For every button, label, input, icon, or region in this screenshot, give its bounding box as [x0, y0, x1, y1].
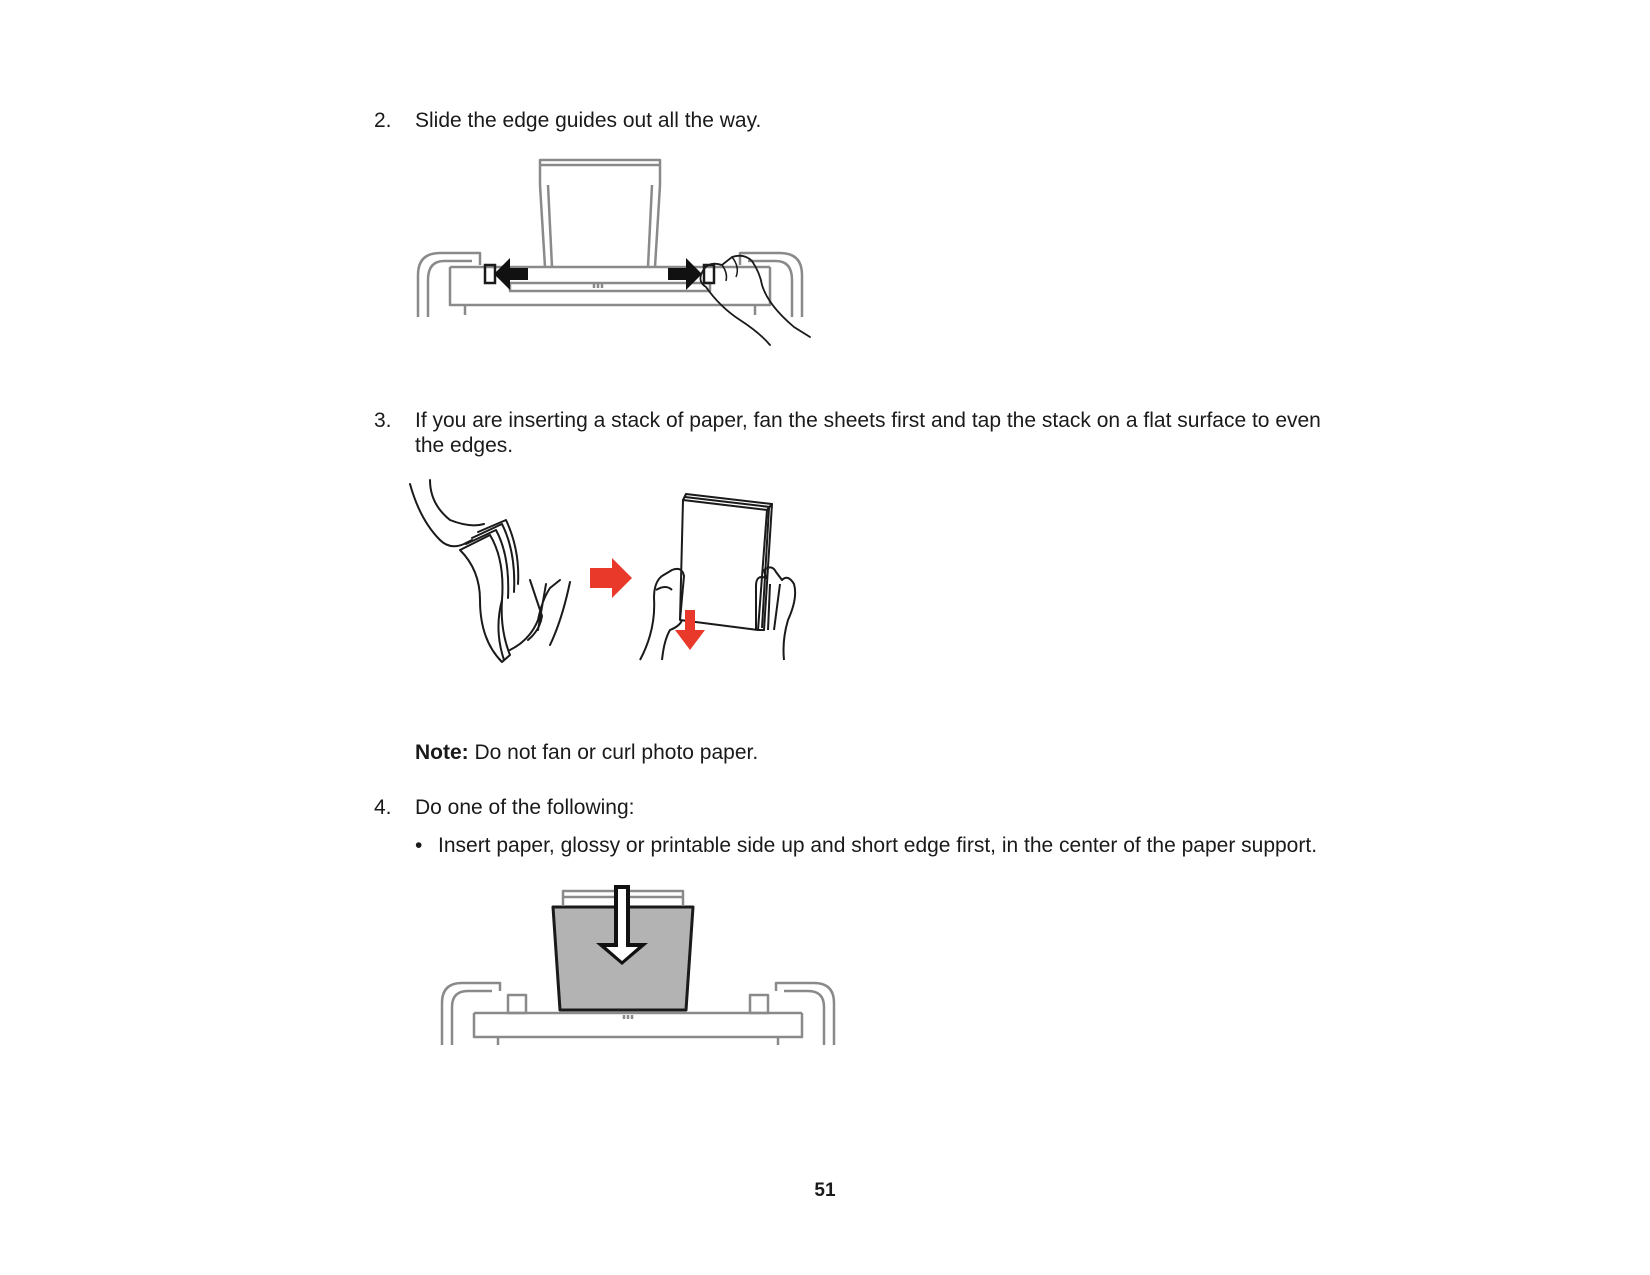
step-2-number: 2.: [374, 109, 392, 132]
edge-guides-illustration: [410, 155, 810, 350]
insert-paper-illustration: [438, 885, 838, 1050]
step-3-text-line1: If you are inserting a stack of paper, fan the sheets first and tap the stack on a flat surface to even: [415, 409, 1321, 432]
note: [415, 740, 758, 765]
arrow-right-icon: [590, 558, 632, 598]
note-text: Do not fan or curl photo paper.: [468, 741, 759, 764]
step-4-number: 4.: [374, 796, 392, 819]
step-3-number: 3.: [374, 409, 392, 432]
arrow-left-icon: [485, 258, 528, 290]
page-number: 51: [814, 1180, 836, 1201]
note-label: Note:: [415, 741, 469, 764]
bullet-text: Insert paper, glossy or printable side up and short edge first, in the center of the paper support.: [438, 834, 1318, 857]
fan-paper-illustration: [410, 480, 820, 685]
step-2-text: Slide the edge guides out all the way.: [415, 109, 762, 132]
arrow-right-icon: [668, 258, 714, 290]
step-4-text: Do one of the following:: [415, 796, 635, 819]
step-3-text-line2: the edges.: [415, 434, 514, 457]
bullet-symbol: •: [415, 834, 423, 857]
